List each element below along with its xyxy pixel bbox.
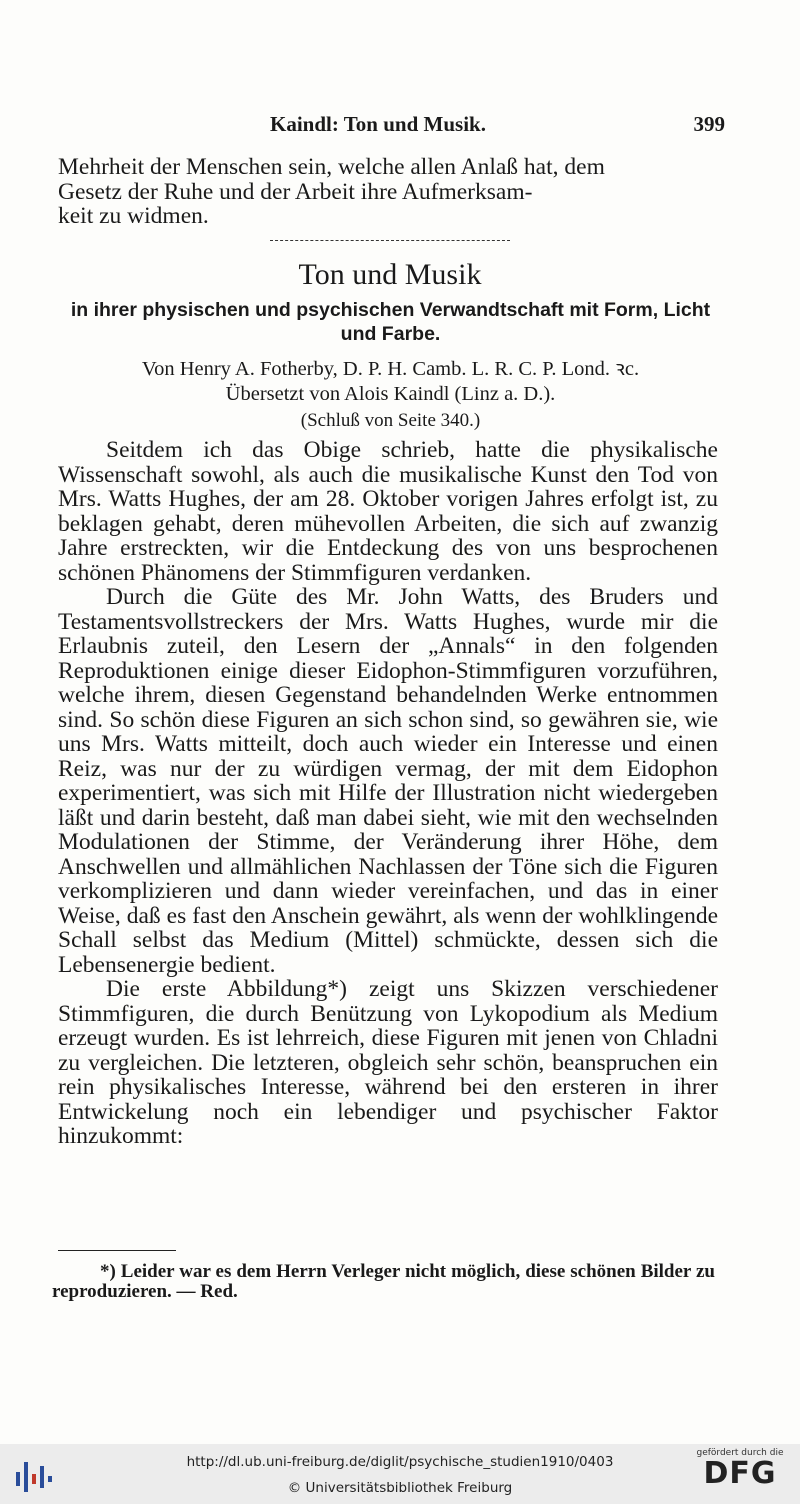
continuation-note: (Schluß von Seite 340.) xyxy=(300,410,481,431)
copyright: © Universitätsbibliothek Freiburg xyxy=(287,1480,513,1496)
body-text xyxy=(58,438,718,1149)
paragraph: Durch die Güte des Mr. John Watts, des Bruders und Testamentsvollstreckers der Mrs. Watts Hughes, wurde mir die Erlaubnis zuteil, den Lesern der „Annals“ in den folgenden Reproduktionen einige dieser Eidophon-Stimmfiguren vorzuführen, welche ihrem, diesen Gegenstand behandelnden Werke entnommen sind. So schön diese Figuren an sich schon sind, so gewähren sie, wie uns Mrs. Watts mitteilt, doch auch wieder ein Interesse und einen Reiz, was nur der zu würdigen vermag, der mit dem Eidophon experimentiert, was sich mit Hilfe der Illustration nicht wiedergeben läßt und darin besteht, daß man dabei sieht, wie mit den wechselnden Modulationen der Stimme, der Veränderung ihrer Höhe, dem Anschwellen und allmählichen Nachlassen der Töne sich die Figuren verkomplizieren und dann wieder vereinfachen, und das in einer Weise, daß es fast den Anschein gewährt, als wenn der wohlklingende Schall selbst das Medium (Mittel) schmückte, dessen sich die Lebensenergie bedient. xyxy=(58,584,718,978)
paragraph: Die erste Abbildung*) zeigt uns Skizzen verschiedener Stimmfiguren, die durch Benützung von Lykopodium als Medium erzeugt wurden. Es ist lehrreich, diese Figuren mit jenen von Chladni zu vergleichen. Die letzteren, obgleich sehr schön, beanspruchen ein rein physikalisches Interesse, während bei den ersteren in ihrer Entwickelung noch ein lebendiger und psychischer Faktor hinzukommt: xyxy=(58,976,718,1149)
dfg-wordmark: DFG xyxy=(703,1456,777,1491)
running-title: Kaindl: Ton und Musik. xyxy=(270,112,486,136)
viewer-footer xyxy=(0,1444,800,1504)
section-separator xyxy=(270,240,510,241)
dfg-caption: gefördert durch die xyxy=(696,1448,784,1458)
footnote: *) Leider war es dem Herrn Verleger nicht möglich, diese schönen Bilder zu reproduzieren. — Red. xyxy=(52,1261,715,1302)
article-title: Ton und Musik xyxy=(298,258,482,291)
page-url[interactable]: http://dl.ub.uni-freiburg.de/diglit/psychische_studien1910/0403 xyxy=(186,1454,614,1470)
intro-text xyxy=(58,155,718,229)
article-author: Von Henry A. Fotherby, D. P. H. Camb. L. R. C. P. Lond. ꝛc. xyxy=(141,358,640,380)
page-number: 399 xyxy=(693,112,725,136)
intro-line: Mehrheit der Menschen sein, welche allen Anlaß hat, dem xyxy=(58,154,605,180)
footnote-rule xyxy=(58,1250,176,1251)
intro-line: Gesetz der Ruhe und der Arbeit ihre Aufmerksam- xyxy=(58,178,533,205)
article-translator: Übersetzt von Alois Kaindl (Linz a. D.). xyxy=(225,383,556,405)
intro-line: keit zu widmen. xyxy=(58,203,209,229)
paragraph: Seitdem ich das Obige schrieb, hatte die physikalische Wissenschaft sowohl, als auch die musikalische Kunst den Tod von Mrs. Watts Hughes, der am 28. Oktober vorigen Jahres erfolgt ist, zu beklagen gehabt, deren mühevollen Arbeiten, die sich auf zwanzig Jahre erstreckten, wir die Entdeckung des von uns besprochenen schönen Phänomens der Stimmfiguren verdanken. xyxy=(58,437,718,586)
running-header xyxy=(270,112,725,137)
dfg-logo xyxy=(692,1448,788,1490)
article-subtitle: in ihrer physischen und psychischen Verwandtschaft mit Form, Licht und Farbe. xyxy=(70,299,711,345)
